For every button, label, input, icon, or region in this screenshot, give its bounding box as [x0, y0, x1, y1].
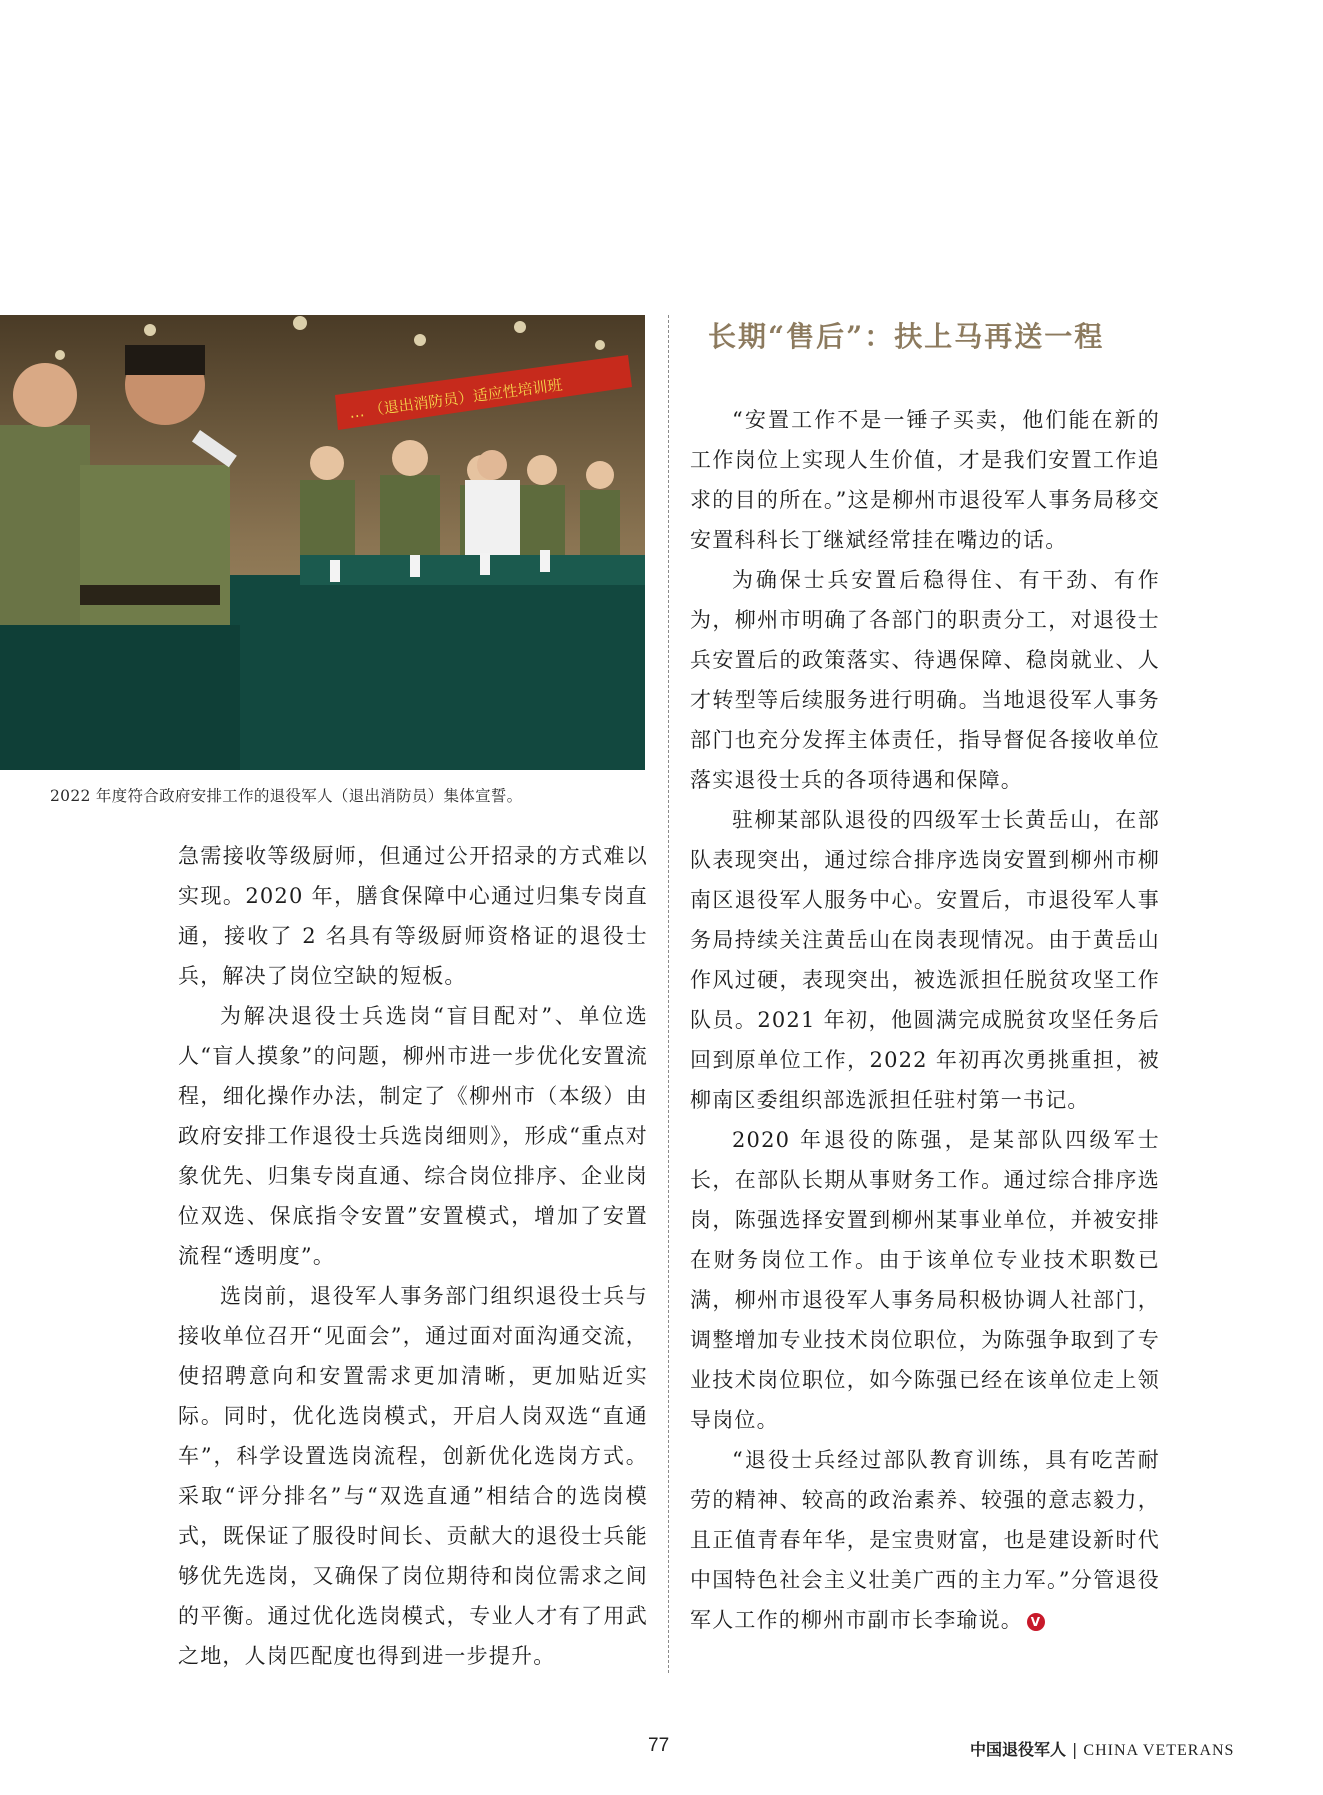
paragraph: “安置工作不是一锤子买卖，他们能在新的工作岗位上实现人生价值，才是我们安置工作追求的目的所在。”这是柳州市退役军人事务局移交安置科科长丁继斌经常挂在嘴边的话。 — [690, 408, 1160, 552]
paragraph: 2020 年退役的陈强，是某部队四级军士长，在部队长期从事财务工作。通过综合排序选岗，陈强选择安置到柳州某事业单位，并被安排在财务岗位工作。由于该单位专业技术职数已满，柳州市退役军人事务局积极协调人社部门，调整增加专业技术岗位职位，为陈强争取到了专业技术岗位职位，如今陈强已经在该单位走上领导岗位。 — [690, 1128, 1160, 1432]
banner-text: … （退出消防员）适应性培训班 — [348, 375, 564, 422]
page-number: 77 — [648, 1735, 670, 1756]
paragraph-text: “退役士兵经过部队教育训练，具有吃苦耐劳的精神、较高的政治素养、较强的意志毅力，且正值青春年华，是宝贵财富，也是建设新时代中国特色社会主义壮美广西的主力军。”分管退役军人工作的柳州市副市长李瑜说。 — [690, 1448, 1160, 1632]
left-article-column — [178, 836, 648, 1676]
photo-illustration — [0, 315, 645, 770]
column-divider — [668, 315, 669, 1673]
brand-cn: 中国退役军人 — [970, 1740, 1067, 1759]
right-article-column — [690, 400, 1160, 1640]
paragraph: 选岗前，退役军人事务部门组织退役士兵与接收单位召开“见面会”，通过面对面沟通交流，使招聘意向和安置需求更加清晰，更加贴近实际。同时，优化选岗模式，开启人岗双选“直通车”，科学设置选岗流程，创新优化选岗方式。采取“评分排名”与“双选直通”相结合的选岗模式，既保证了服役时间长、贡献大的退役士兵能够优先选岗，又确保了岗位期待和岗位需求之间的平衡。通过优化选岗模式，专业人才有了用武之地，人岗匹配度也得到进一步提升。 — [178, 1284, 648, 1668]
paragraph-final — [690, 1440, 1160, 1640]
paragraph: 为解决退役士兵选岗“盲目配对”、单位选人“盲人摸象”的问题，柳州市进一步优化安置流程，细化操作办法，制定了《柳州市（本级）由政府安排工作退役士兵选岗细则》，形成“重点对象优先、归集专岗直通、综合岗位排序、企业岗位双选、保底指令安置”安置模式，增加了安置流程“透明度”。 — [178, 1004, 648, 1268]
section-title: 长期“售后”：扶上马再送一程 — [708, 320, 1105, 353]
paragraph: 急需接收等级厨师，但通过公开招录的方式难以实现。2020 年，膳食保障中心通过归集专岗直通，接收了 2 名具有等级厨师资格证的退役士兵，解决了岗位空缺的短板。 — [178, 844, 648, 988]
oath-ceremony-photo — [0, 315, 645, 770]
end-mark-icon: V — [1027, 1613, 1045, 1631]
paragraph: 驻柳某部队退役的四级军士长黄岳山，在部队表现突出，通过综合排序选岗安置到柳州市柳南区退役军人服务中心。安置后，市退役军人事务局持续关注黄岳山在岗表现情况。由于黄岳山作风过硬，表现突出，被选派担任脱贫攻坚工作队员。2021 年初，他圆满完成脱贫攻坚任务后回到原单位工作，2022 年初再次勇挑重担，被柳南区委组织部选派担任驻村第一书记。 — [690, 808, 1160, 1112]
brand-en: CHINA VETERANS — [1083, 1742, 1235, 1759]
footer-brand — [970, 1737, 1234, 1760]
brand-separator: | — [1072, 1740, 1078, 1759]
paragraph: 为确保士兵安置后稳得住、有干劲、有作为，柳州市明确了各部门的职责分工，对退役士兵安置后的政策落实、待遇保障、稳岗就业、人才转型等后续服务进行明确。当地退役军人事务部门也充分发挥主体责任，指导督促各接收单位落实退役士兵的各项待遇和保障。 — [690, 568, 1160, 792]
photo-caption: 2022 年度符合政府安排工作的退役军人（退出消防员）集体宣誓。 — [50, 787, 523, 805]
